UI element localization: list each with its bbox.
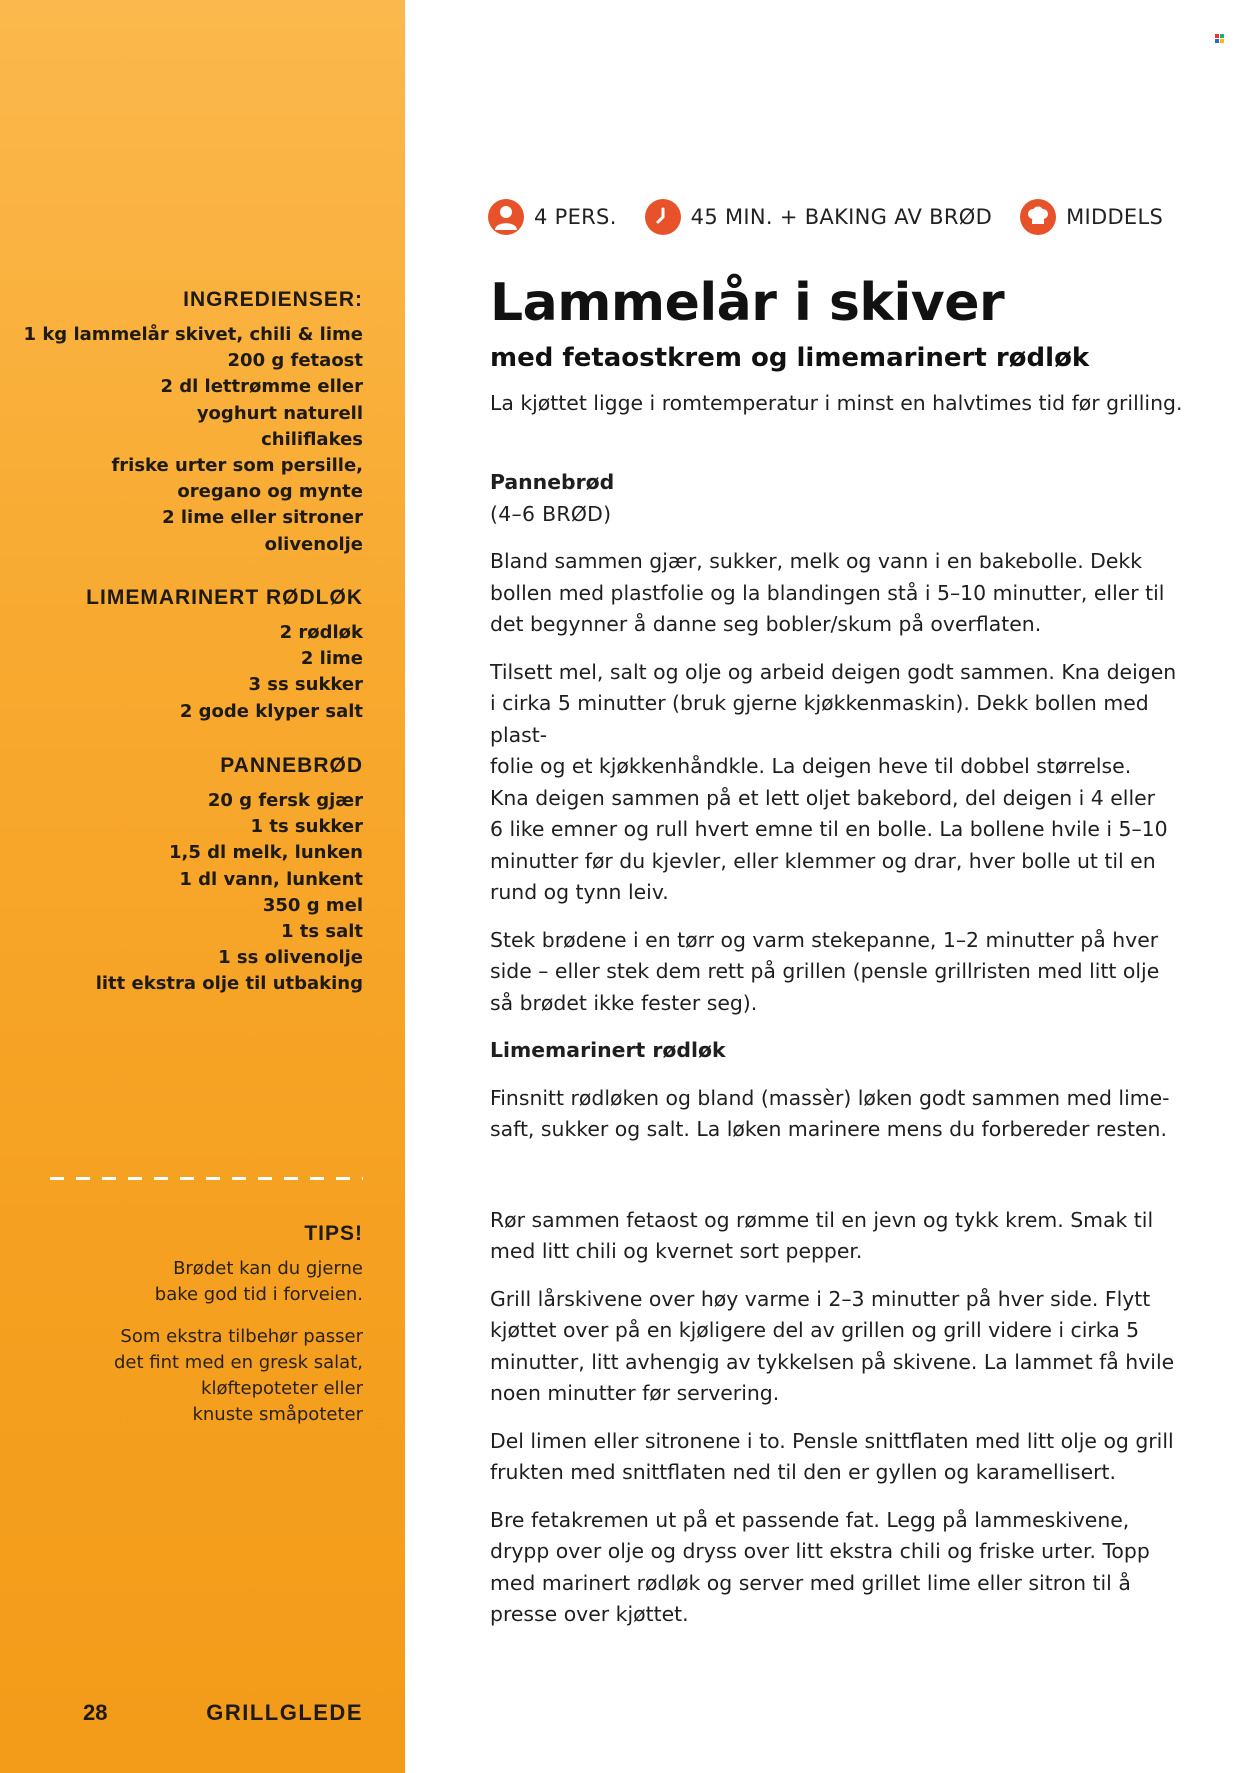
ingredient-item: 1 ss olivenolje bbox=[218, 947, 363, 969]
chef-hat-icon bbox=[1020, 199, 1056, 235]
ingredient-item: 20 g fersk gjær bbox=[207, 790, 363, 811]
difficulty-text: MIDDELS bbox=[1066, 205, 1164, 229]
onion-section-heading: Limemarinert rødløk bbox=[490, 1038, 726, 1062]
tips-block bbox=[23, 1222, 363, 1428]
ingredient-item: yoghurt naturell bbox=[196, 402, 363, 424]
ingredient-item: litt ekstra olje til utbaking bbox=[95, 973, 363, 995]
main-step: Grill lårskivene over høy varme i 2–3 minutter på hver side. Flytt kjøttet over på en kjøligere del av grillen og grill videre i cirka 5 minutter, litt avhengig av tykkelsen på skivene. La lammet få hvile noen minutter før servering. bbox=[490, 1286, 1175, 1405]
ingredients-sidebar bbox=[0, 0, 405, 1773]
main-step: Del limen eller sitronene i to. Pensle snittflaten med litt olje og grill frukten med snittflaten ned til den er gyllen og karamellisert. bbox=[490, 1428, 1174, 1484]
ingredient-item: 2 lime eller sitroner bbox=[162, 507, 363, 529]
ingredient-item: 2 rødløk bbox=[279, 622, 363, 643]
bread-step: Bland sammen gjær, sukker, melk og vann i en bakebolle. Dekk bollen med plastfolie og la blandingen stå i 5–10 minutter, eller til det begynner å danne seg bobler/skum på overflaten. bbox=[490, 549, 1165, 636]
time-text: 45 MIN. + BAKING AV BRØD bbox=[690, 205, 993, 229]
bread-step: Tilsett mel, salt og olje og arbeid deigen godt sammen. Kna deigen i cirka 5 minutter (bruk gjerne kjøkkenmaskin). Dekk bollen med plast- folie og et kjøkkenhåndkle. La deigen heve til dobbel størrelse. Kna deigen sammen på et lett oljet bakebord, del deigen i 4 eller 6 like emner og rull hvert emne til en bolle. La bollene hvile i 5–10 minutter før du kjevler, eller klemmer og drar, hver bolle ut til en rund og tynn leiv. bbox=[490, 659, 1177, 904]
tips-heading: TIPS! bbox=[304, 1222, 363, 1245]
main-step: Rør sammen fetaost og rømme til en jevn og tykk krem. Smak til med litt chili og kvernet sort pepper. bbox=[490, 1207, 1154, 1263]
bread-heading: Pannebrød bbox=[490, 470, 615, 494]
bread-heading-note: (4–6 BRØD) bbox=[490, 501, 612, 526]
recipe-main bbox=[490, 268, 1200, 1631]
ingredient-item: 1 ts sukker bbox=[250, 816, 363, 838]
ingredient-item: 1 ts salt bbox=[280, 921, 363, 943]
ingredients-heading: INGREDIENSER: bbox=[183, 288, 363, 311]
bread-section-heading bbox=[490, 436, 1200, 531]
ingredient-item: 1 dl vann, lunkent bbox=[179, 868, 363, 890]
ingredient-item: 1,5 dl melk, lunken bbox=[169, 842, 363, 864]
onion-heading: LIMEMARINERT RØDLØK bbox=[86, 586, 363, 609]
dashed-divider bbox=[50, 1177, 363, 1180]
page-number: 28 bbox=[83, 1700, 108, 1725]
recipe-title: Lammelår i skiver bbox=[490, 273, 1005, 333]
ingredient-item: 350 g mel bbox=[262, 894, 363, 916]
bread-heading: PANNEBRØD bbox=[220, 754, 363, 777]
person-icon bbox=[488, 199, 524, 235]
ingredient-item: 2 gode klyper salt bbox=[179, 700, 363, 722]
ingredient-item: oregano og mynte bbox=[177, 481, 363, 503]
section-title: GRILLGLEDE bbox=[206, 1700, 363, 1725]
onion-ingredients-block bbox=[23, 586, 363, 725]
ingredient-item: 2 dl lettrømme eller bbox=[160, 376, 363, 398]
intro-text: La kjøttet ligge i romtemperatur i minst en halvtimes tid før grilling. bbox=[490, 391, 1183, 415]
persons-text: 4 PERS. bbox=[534, 205, 617, 229]
persons-info bbox=[488, 199, 617, 235]
tip-text: Brødet kan du gjerne bake god tid i forveien. bbox=[154, 1258, 363, 1305]
ingredient-item: 3 ss sukker bbox=[248, 674, 363, 696]
corner-mark-icon bbox=[1215, 34, 1224, 43]
main-step: Bre fetakremen ut på et passende fat. Legg på lammeskivene, drypp over olje og dryss over litt ekstra chili og friske urter. Topp med marinert rødløk og server med grillet lime eller sitron til å presse over kjøttet. bbox=[490, 1507, 1150, 1626]
recipe-meta bbox=[488, 199, 1191, 235]
time-info bbox=[645, 199, 992, 235]
tip-text: Som ekstra tilbehør passer det fint med en gresk salat, kløftepoteter eller knuste småpoteter bbox=[113, 1326, 363, 1425]
clock-icon bbox=[645, 199, 681, 235]
difficulty-info bbox=[1020, 199, 1163, 235]
ingredient-item: 2 lime bbox=[300, 648, 363, 670]
ingredient-item: 200 g fetaost bbox=[227, 350, 363, 372]
onion-step: Finsnitt rødløken og bland (massèr) løken godt sammen med lime- saft, sukker og salt. La løken marinere mens du forbereder resten. bbox=[490, 1085, 1170, 1141]
ingredients-block bbox=[23, 288, 363, 558]
recipe-subtitle: med fetaostkrem og limemarinert rødløk bbox=[490, 343, 1090, 373]
bread-ingredients-block bbox=[23, 754, 363, 998]
bread-step: Stek brødene i en tørr og varm stekepanne, 1–2 minutter på hver side – eller stek dem rett på grillen (pensle grillristen med litt olje så brødet ikke fester seg). bbox=[490, 927, 1160, 1015]
ingredient-item: friske urter som persille, bbox=[111, 455, 363, 477]
ingredient-item: olivenolje bbox=[264, 533, 363, 555]
ingredient-item: 1 kg lammelår skivet, chili & lime bbox=[23, 324, 363, 345]
ingredient-item: chiliflakes bbox=[261, 428, 363, 450]
